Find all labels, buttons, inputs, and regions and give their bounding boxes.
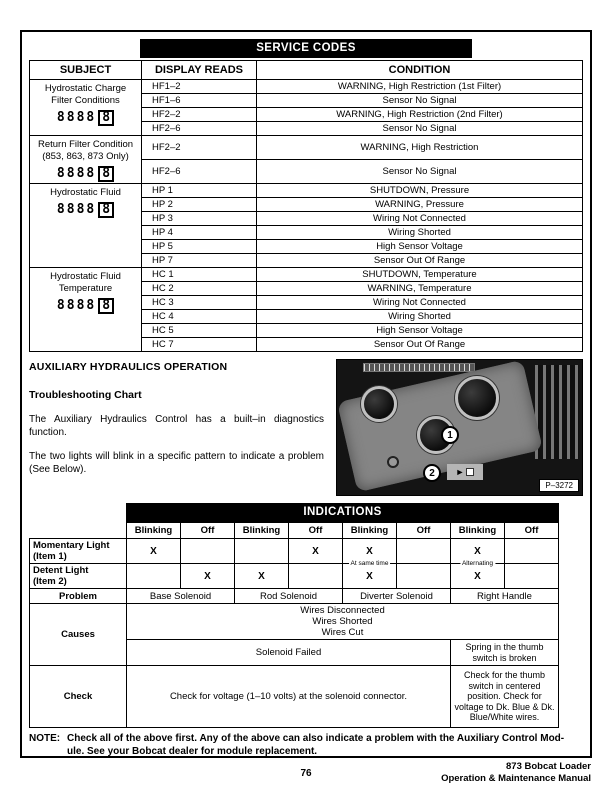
- indication-mark-cell: X: [343, 539, 397, 564]
- col-header-blinking: Blinking: [451, 523, 505, 539]
- photo-label: P–3272: [539, 479, 579, 492]
- row-label-momentary: [30, 539, 127, 564]
- indication-mark-cell: [505, 539, 559, 564]
- indications-title: INDICATIONS: [127, 504, 559, 523]
- cause-text: Wires Disconnected: [300, 605, 385, 616]
- timing-annotation: Alternating: [461, 560, 494, 567]
- footer-manual-title: [441, 761, 591, 784]
- check-row: [30, 666, 559, 728]
- subject-text: Filter Conditions: [51, 95, 120, 106]
- empty-cell: [30, 523, 127, 539]
- condition-text: WARNING, High Restriction (1st Filter): [257, 80, 583, 94]
- service-codes-title: SERVICE CODES: [140, 39, 472, 58]
- subject-cell-return-filter: [30, 136, 142, 184]
- lcd-digits: 8888: [56, 110, 97, 125]
- subsection-heading: Troubleshooting Chart: [29, 389, 142, 401]
- condition-text: Sensor No Signal: [257, 122, 583, 136]
- arrow-target-area: [447, 464, 483, 480]
- display-code: HC 7: [142, 338, 257, 352]
- condition-text: Wiring Shorted: [257, 226, 583, 240]
- display-code: HP 7: [142, 254, 257, 268]
- problem-cell: Right Handle: [451, 589, 559, 604]
- knob-icon: [387, 456, 399, 468]
- row-label-detent: [30, 564, 127, 589]
- lcd-boxed-digit: 8: [98, 298, 114, 314]
- display-code: HF1–6: [142, 94, 257, 108]
- condition-text: Sensor Out Of Range: [257, 254, 583, 268]
- note-label: NOTE:: [29, 733, 61, 744]
- display-code: HC 2: [142, 282, 257, 296]
- page-number: 76: [300, 768, 312, 779]
- lcd-digits: 8888: [56, 298, 97, 313]
- indication-mark-cell: X: [181, 564, 235, 589]
- lcd-digits: 8888: [56, 166, 97, 181]
- indication-mark-cell: [505, 564, 559, 589]
- condition-text: Wiring Not Connected: [257, 296, 583, 310]
- col-header-condition: CONDITION: [257, 61, 583, 80]
- problem-cell: Base Solenoid: [127, 589, 235, 604]
- cause-text: Wires Shorted: [312, 616, 373, 627]
- col-header-subject: SUBJECT: [30, 61, 142, 80]
- subject-text: Hydrostatic Charge: [44, 83, 127, 94]
- check-cell: Check for voltage (1–10 volts) at the solenoid connector.: [127, 666, 451, 728]
- display-code: HC 3: [142, 296, 257, 310]
- service-codes-header-row: [30, 61, 583, 80]
- causes-cell: Solenoid Failed: [127, 640, 451, 666]
- col-header-blinking: Blinking: [127, 523, 181, 539]
- seven-segment-display-icon: [57, 166, 114, 182]
- condition-text: WARNING, High Restriction (2nd Filter): [257, 108, 583, 122]
- subject-text: Temperature: [58, 283, 113, 294]
- subject-text: (853, 863, 873 Only): [42, 151, 129, 162]
- causes-row-1: [30, 604, 559, 640]
- page-border-frame: [20, 30, 592, 758]
- problem-row: [30, 589, 559, 604]
- row-label-check: Check: [30, 666, 127, 728]
- table-row: [30, 268, 583, 282]
- indication-mark: X: [366, 570, 373, 582]
- lcd-boxed-digit: 8: [98, 110, 114, 126]
- subject-cell-charge-filter: [30, 80, 142, 136]
- col-header-blinking: Blinking: [343, 523, 397, 539]
- subject-cell-hydrostatic-fluid: [30, 184, 142, 268]
- grille-graphic: [535, 365, 579, 459]
- row-label-causes: Causes: [30, 604, 127, 666]
- indication-mark-cell: X: [289, 539, 343, 564]
- callout-1: 1: [441, 426, 459, 444]
- col-header-blinking: Blinking: [235, 523, 289, 539]
- timing-annotation: At same time: [350, 560, 389, 567]
- display-code: HF2–2: [142, 136, 257, 160]
- problem-cell: Rod Solenoid: [235, 589, 343, 604]
- table-row: [30, 80, 583, 94]
- indication-mark-cell: [343, 560, 397, 589]
- problem-cell: Diverter Solenoid: [343, 589, 451, 604]
- lcd-digits: 8888: [56, 202, 97, 217]
- col-header-off: Off: [397, 523, 451, 539]
- seven-segment-display-icon: [57, 110, 114, 126]
- indication-mark-cell: [235, 539, 289, 564]
- empty-cell: [30, 504, 127, 523]
- check-cell: Check for the thumb switch in centered position. Check for voltage to Dk. Blue & Dk. Blue/White wires.: [451, 666, 559, 728]
- causes-cell: [127, 604, 559, 640]
- note-text: [67, 733, 564, 758]
- display-code: HP 3: [142, 212, 257, 226]
- indications-title-row: [30, 504, 559, 523]
- section-heading: AUXILIARY HYDRAULICS OPERATION: [29, 361, 228, 373]
- display-code: HC 1: [142, 268, 257, 282]
- table-row: [30, 136, 583, 160]
- condition-text: Wiring Not Connected: [257, 212, 583, 226]
- condition-text: SHUTDOWN, Pressure: [257, 184, 583, 198]
- display-code: HF2–2: [142, 108, 257, 122]
- display-code: HF2–6: [142, 122, 257, 136]
- note-paragraph: [29, 733, 583, 758]
- display-code: HP 1: [142, 184, 257, 198]
- footer-line: 873 Bobcat Loader: [506, 761, 591, 772]
- condition-text: Sensor No Signal: [257, 160, 583, 184]
- control-panel-photo: [336, 359, 583, 496]
- paragraph: The Auxiliary Hydraulics Control has a built–in diagnostics function.: [29, 414, 324, 438]
- subject-cell-fluid-temperature: [30, 268, 142, 352]
- row-label-text: (Item 2): [33, 576, 67, 587]
- seven-segment-display-icon: [57, 202, 114, 218]
- condition-text: Sensor Out Of Range: [257, 338, 583, 352]
- indication-mark-cell: X: [235, 564, 289, 589]
- indication-mark-cell: X: [451, 539, 505, 564]
- display-code: HC 5: [142, 324, 257, 338]
- cause-text: Wires Cut: [321, 627, 364, 638]
- indication-mark-cell: [397, 539, 451, 564]
- aux-text-column: [29, 359, 336, 496]
- display-code: HP 5: [142, 240, 257, 254]
- col-header-off: Off: [505, 523, 559, 539]
- indication-mark-cell: X: [127, 539, 181, 564]
- col-header-display-reads: DISPLAY READS: [142, 61, 257, 80]
- display-code: HP 2: [142, 198, 257, 212]
- causes-cell: Spring in the thumb switch is broken: [451, 640, 559, 666]
- gauge-icon: [361, 386, 397, 422]
- subject-text: Return Filter Condition: [37, 139, 134, 150]
- indication-mark-cell: [397, 564, 451, 589]
- row-label-text: Detent Light: [33, 565, 89, 576]
- ruler-graphic: [363, 363, 475, 372]
- arrow-icon: ►: [455, 466, 465, 477]
- indication-mark: X: [474, 570, 481, 582]
- gauge-icon: [455, 376, 499, 420]
- note-line: Check all of the above first. Any of the above can also indicate a problem with the Auxiliary Control Mod-: [67, 733, 565, 744]
- condition-text: WARNING, Pressure: [257, 198, 583, 212]
- display-code: HF1–2: [142, 80, 257, 94]
- indications-header-row: [30, 523, 559, 539]
- lcd-boxed-digit: 8: [98, 166, 114, 182]
- table-row: [30, 184, 583, 198]
- indication-mark-cell: [289, 564, 343, 589]
- footer-line: Operation & Maintenance Manual: [441, 772, 591, 784]
- condition-text: WARNING, Temperature: [257, 282, 583, 296]
- indication-mark-cell: [127, 564, 181, 589]
- callout-2: 2: [423, 464, 441, 482]
- condition-text: SHUTDOWN, Temperature: [257, 268, 583, 282]
- subject-text: Hydrostatic Fluid: [50, 187, 121, 198]
- condition-text: WARNING, High Restriction: [257, 136, 583, 160]
- condition-text: Sensor No Signal: [257, 94, 583, 108]
- indicator-square: [466, 468, 474, 476]
- lcd-boxed-digit: 8: [98, 202, 114, 218]
- condition-text: High Sensor Voltage: [257, 240, 583, 254]
- display-code: HP 4: [142, 226, 257, 240]
- col-header-off: Off: [289, 523, 343, 539]
- paragraph: The two lights will blink in a specific pattern to indicate a problem (See Below).: [29, 451, 324, 475]
- service-codes-table: [29, 60, 583, 352]
- col-header-off: Off: [181, 523, 235, 539]
- row-label-problem: Problem: [30, 589, 127, 604]
- note-line: ule. See your Bobcat dealer for module replacement.: [67, 745, 318, 757]
- row-label-text: Momentary Light: [33, 540, 110, 551]
- page-footer: [20, 761, 592, 787]
- detent-light-row: [30, 564, 559, 589]
- seven-segment-display-icon: [57, 298, 114, 314]
- display-code: HC 4: [142, 310, 257, 324]
- indication-mark-cell: [451, 560, 505, 589]
- display-code: HF2–6: [142, 160, 257, 184]
- indications-table: [29, 503, 559, 728]
- condition-text: Wiring Shorted: [257, 310, 583, 324]
- indication-mark-cell: [181, 539, 235, 564]
- row-label-text: (Item 1): [33, 551, 67, 562]
- condition-text: High Sensor Voltage: [257, 324, 583, 338]
- auxiliary-hydraulics-section: [29, 359, 583, 496]
- subject-text: Hydrostatic Fluid: [50, 271, 121, 282]
